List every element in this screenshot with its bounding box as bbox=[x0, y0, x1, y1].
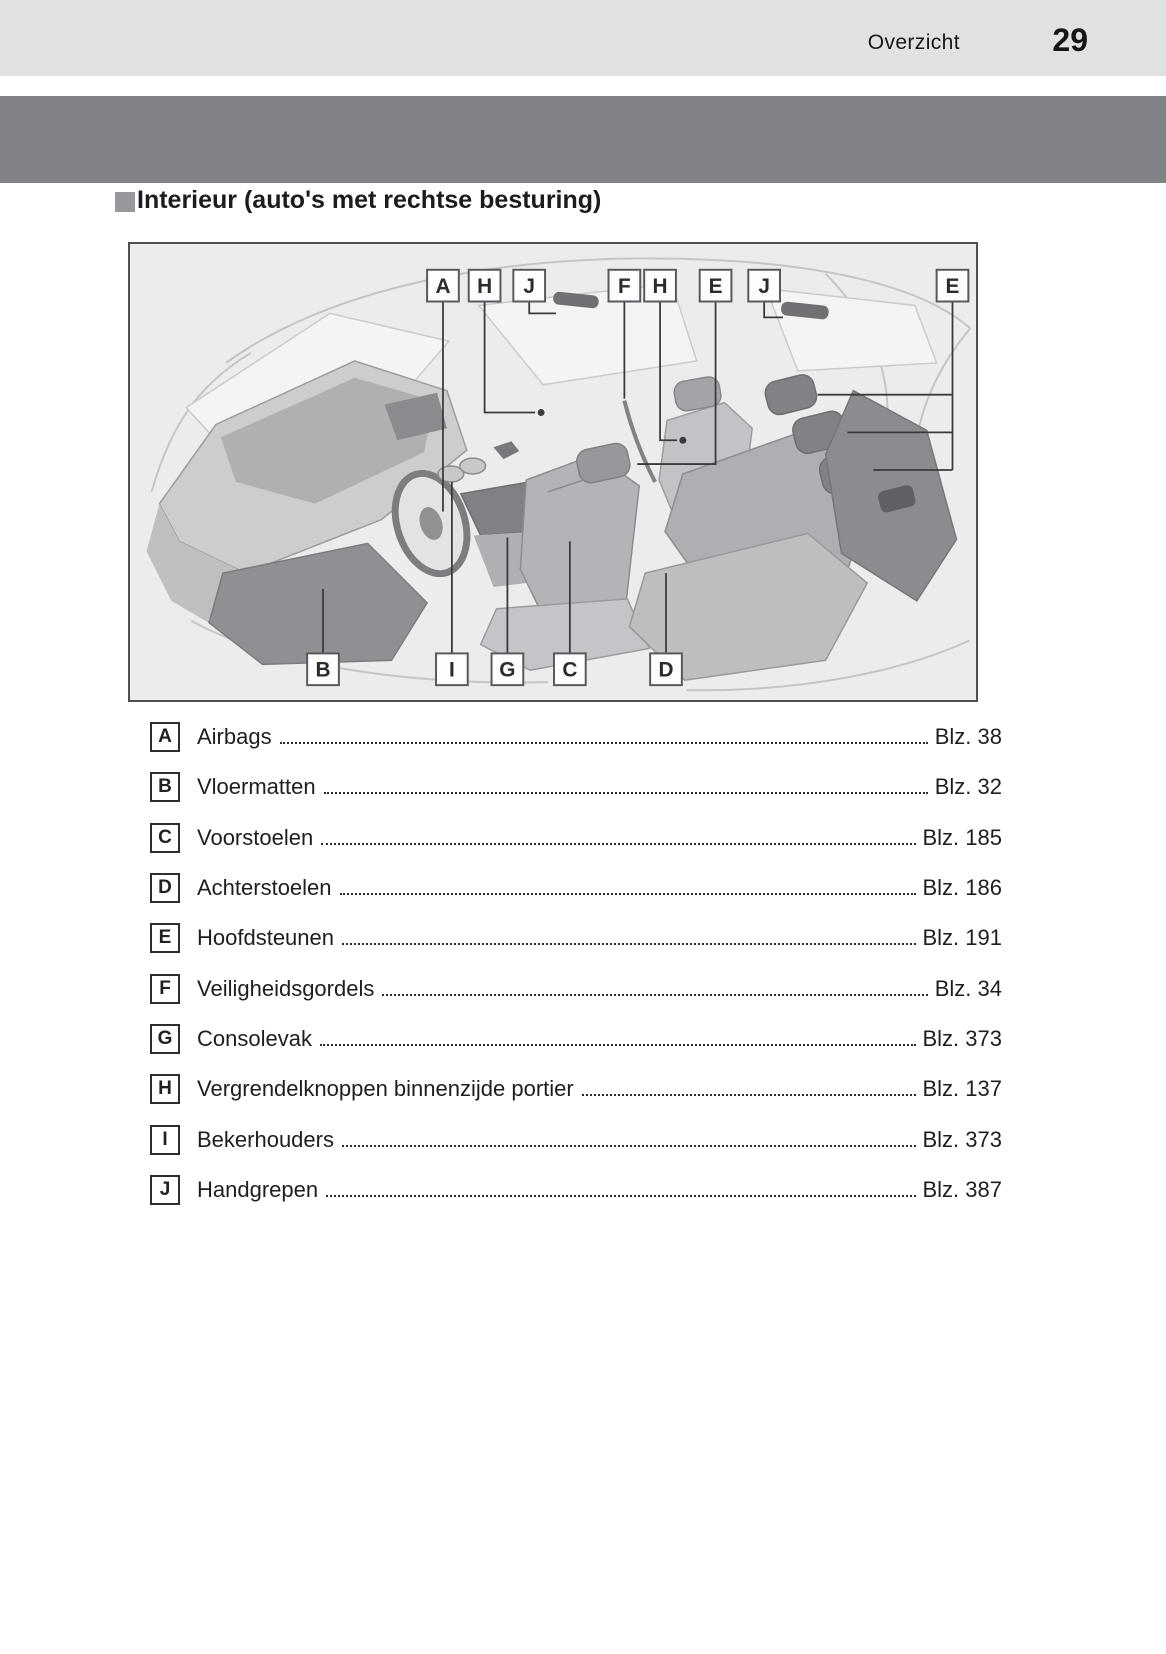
section-marker-square bbox=[115, 192, 135, 212]
legend-item-label: Voorstoelen bbox=[197, 824, 314, 850]
rear-side-window bbox=[766, 289, 937, 371]
legend-row bbox=[150, 863, 1002, 913]
legend-item-label: Airbags bbox=[197, 724, 272, 750]
diagram-label-letter: J bbox=[523, 275, 535, 299]
diagram-label-letter: D bbox=[658, 658, 674, 682]
legend-key-badge: J bbox=[150, 1175, 180, 1205]
legend-page-ref: Blz. 32 bbox=[934, 774, 1002, 800]
dot-leader bbox=[582, 1094, 916, 1096]
diagram-label-letter: H bbox=[477, 275, 493, 299]
cup-holder bbox=[460, 458, 486, 474]
diagram-label-letter: F bbox=[618, 275, 631, 299]
dot-leader bbox=[326, 1195, 915, 1197]
legend-list bbox=[150, 712, 1002, 1215]
legend-key-badge: G bbox=[150, 1024, 180, 1054]
diagram-label-letter: C bbox=[562, 658, 578, 682]
legend-key-badge: B bbox=[150, 772, 180, 802]
diagram-label-letter: E bbox=[708, 275, 723, 299]
diagram-label-letter: A bbox=[435, 275, 451, 299]
legend-row bbox=[150, 762, 1002, 812]
legend-item-label: Veiligheidsgordels bbox=[197, 975, 375, 1001]
legend-page-ref: Blz. 185 bbox=[922, 824, 1002, 850]
legend-key-badge: D bbox=[150, 873, 180, 903]
legend-row bbox=[150, 913, 1002, 963]
legend-row bbox=[150, 1114, 1002, 1164]
legend-page-ref: Blz. 38 bbox=[934, 724, 1002, 750]
car-interior-diagram bbox=[128, 242, 978, 702]
legend-page-ref: Blz. 191 bbox=[922, 925, 1002, 951]
legend-item-label: Vloermatten bbox=[197, 774, 316, 800]
legend-page-ref: Blz. 373 bbox=[922, 1126, 1002, 1152]
legend-key-badge: E bbox=[150, 923, 180, 953]
dot-leader bbox=[342, 943, 916, 945]
section-heading bbox=[115, 186, 601, 215]
dot-leader bbox=[342, 1145, 916, 1147]
legend-item-label: Vergrendelknoppen binnenzijde portier bbox=[197, 1076, 574, 1102]
legend-key-badge: F bbox=[150, 974, 180, 1004]
legend-row bbox=[150, 712, 1002, 762]
legend-key-badge: I bbox=[150, 1125, 180, 1155]
legend-key-badge: C bbox=[150, 823, 180, 853]
header-section-title: Overzicht bbox=[867, 31, 960, 54]
legend-item-label: Hoofdsteunen bbox=[197, 925, 334, 951]
legend-row bbox=[150, 963, 1002, 1013]
legend-page-ref: Blz. 34 bbox=[934, 975, 1002, 1001]
legend-item-label: Bekerhouders bbox=[197, 1126, 334, 1152]
diagram-label-letter: I bbox=[448, 658, 455, 682]
legend-key-badge: A bbox=[150, 722, 180, 752]
dot-leader bbox=[280, 742, 928, 744]
legend-page-ref: Blz. 373 bbox=[922, 1025, 1002, 1051]
legend-page-ref: Blz. 137 bbox=[922, 1076, 1002, 1102]
shift-lever bbox=[494, 441, 520, 459]
section-heading-text: Interieur (auto's met rechtse besturing) bbox=[137, 186, 602, 214]
dot-leader bbox=[340, 893, 916, 895]
dot-leader bbox=[321, 843, 915, 845]
diagram-label-letter: E bbox=[945, 275, 960, 299]
legend-row bbox=[150, 1165, 1002, 1215]
legend-item-label: Handgrepen bbox=[197, 1176, 319, 1202]
dot-leader bbox=[320, 1044, 916, 1046]
legend-item-label: Achterstoelen bbox=[197, 875, 332, 901]
legend-page-ref: Blz. 186 bbox=[922, 875, 1002, 901]
decorative-banner bbox=[0, 96, 1166, 183]
diagram-label-letter: G bbox=[499, 658, 516, 682]
legend-row bbox=[150, 1064, 1002, 1114]
legend-page-ref: Blz. 387 bbox=[922, 1176, 1002, 1202]
header-band bbox=[0, 0, 1166, 76]
diagram-label-letter: B bbox=[315, 658, 331, 682]
legend-key-badge: H bbox=[150, 1074, 180, 1104]
diagram-label-letter: J bbox=[758, 275, 770, 299]
legend-item-label: Consolevak bbox=[197, 1025, 312, 1051]
dot-leader bbox=[324, 792, 928, 794]
door-lock-knob bbox=[679, 437, 686, 444]
legend-row bbox=[150, 1014, 1002, 1064]
dot-leader bbox=[382, 994, 927, 996]
header-page-number: 29 bbox=[1052, 22, 1088, 58]
diagram-label-letter: H bbox=[652, 275, 668, 299]
car-interior-illustration bbox=[130, 244, 976, 700]
legend-row bbox=[150, 813, 1002, 863]
door-lock-knob bbox=[538, 409, 545, 416]
